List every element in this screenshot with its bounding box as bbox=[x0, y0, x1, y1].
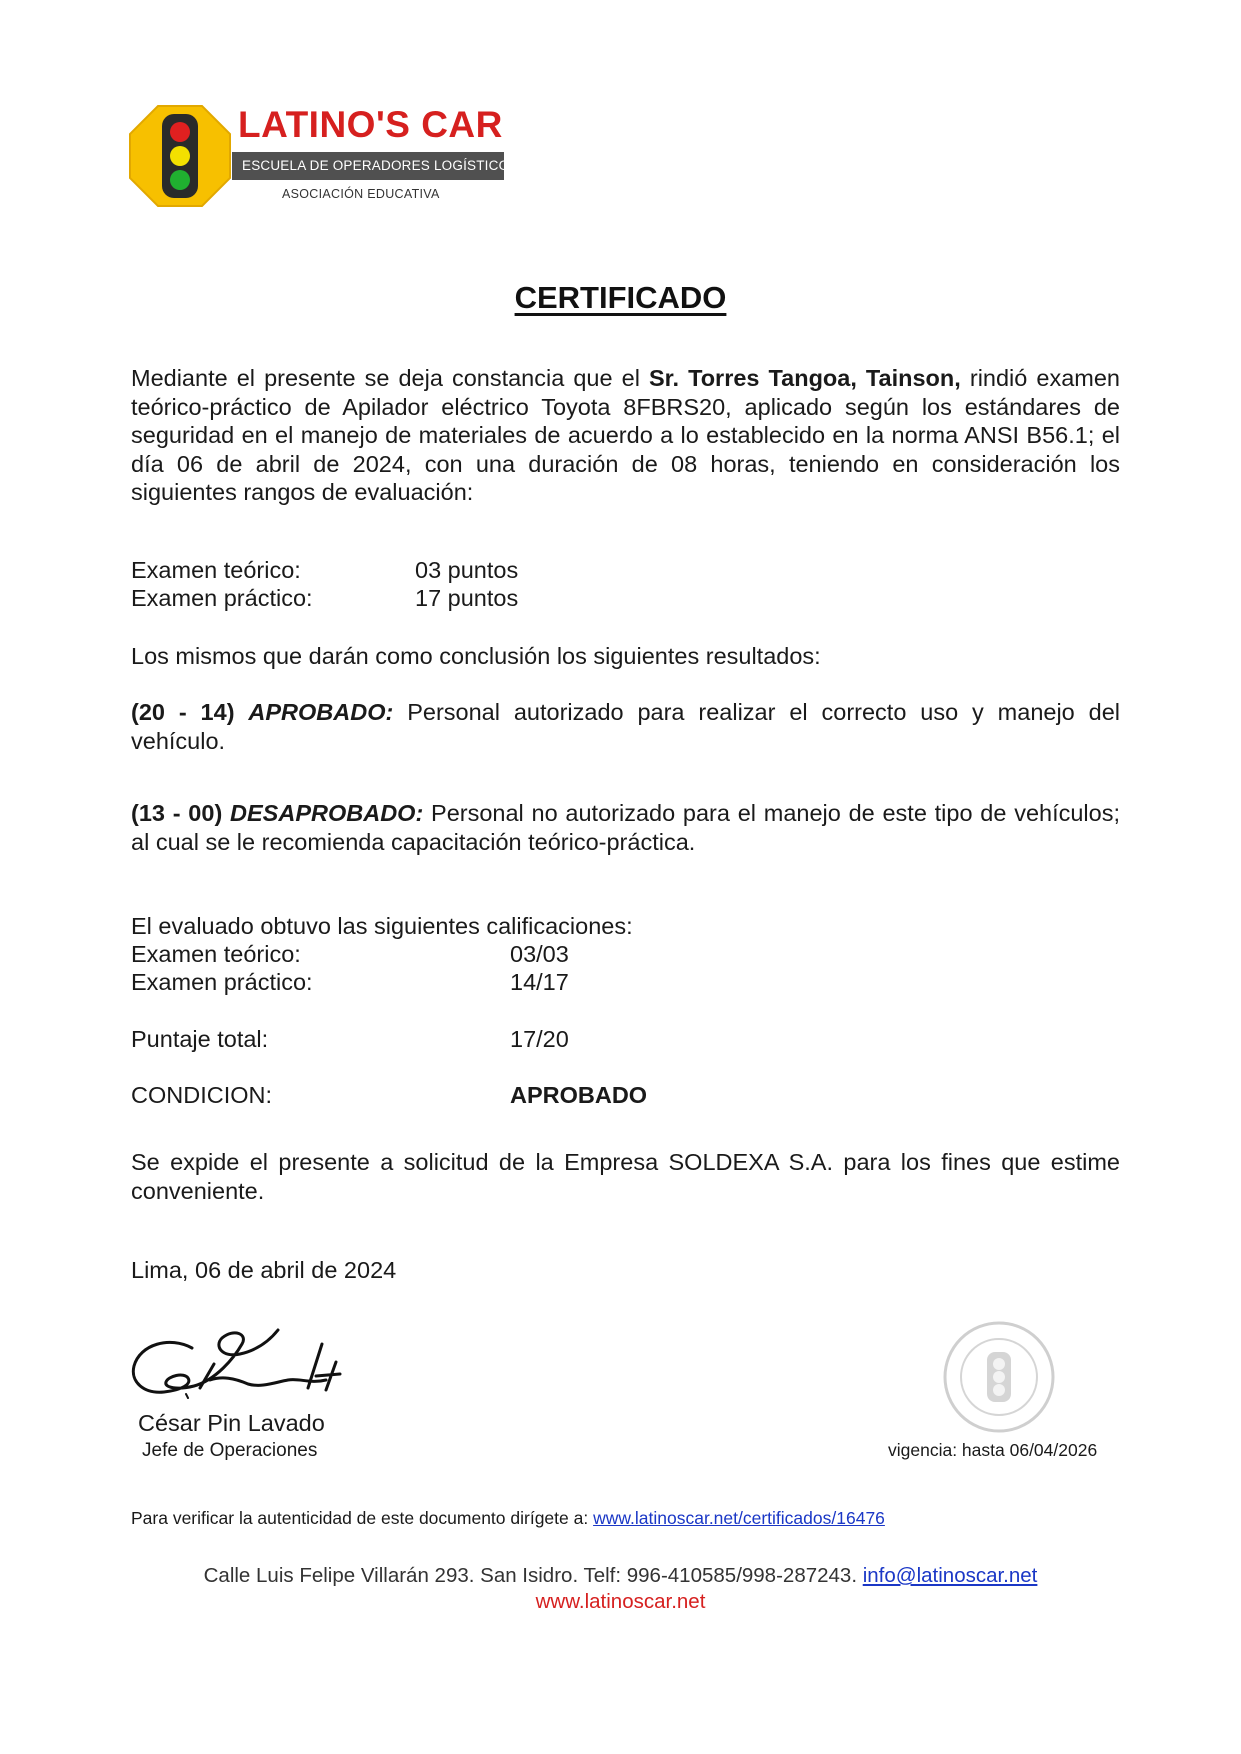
verify-line bbox=[131, 1508, 885, 1529]
grade-practice-label: Examen práctico: bbox=[131, 969, 313, 995]
total-label: Puntaje total: bbox=[131, 1026, 269, 1052]
place-date: Lima, 06 de abril de 2024 bbox=[131, 1257, 397, 1283]
results-intro: Los mismos que darán como conclusión los siguientes resultados: bbox=[131, 643, 821, 669]
verify-text: Para verificar la autenticidad de este documento dirígete a: bbox=[131, 1508, 594, 1528]
document-title: CERTIFICADO bbox=[514, 280, 727, 315]
range-theory-label: Examen teórico: bbox=[131, 557, 301, 583]
footer-address-line bbox=[0, 1564, 1241, 1588]
failed-range: (13 - 00) bbox=[131, 800, 231, 826]
failed-text: Personal no autorizado para el manejo de este tipo de vehículos; al cual se le recomienda capacitación teórico-práctica. bbox=[131, 800, 1121, 855]
verify-link[interactable]: www.latinoscar.net/certificados/16476 bbox=[593, 1508, 885, 1528]
issue-paragraph: Se expide el presente a solicitud de la Empresa SOLDEXA S.A. para los fines que estime conveniente. bbox=[131, 1149, 1120, 1204]
condition-label: CONDICION: bbox=[131, 1082, 272, 1108]
footer-address: Calle Luis Felipe Villarán 293. San Isidro. Telf: 996-410585/998-287243. bbox=[203, 1564, 863, 1587]
range-theory-value: 03 puntos bbox=[415, 557, 519, 583]
grade-theory-value: 03/03 bbox=[510, 941, 569, 967]
range-practice-label: Examen práctico: bbox=[131, 585, 313, 611]
grade-practice-value: 14/17 bbox=[510, 969, 569, 995]
signature-image bbox=[130, 1318, 350, 1410]
intro-text-end: rindió examen teórico-práctico de Apilador eléctrico Toyota 8FBRS20, aplicado según los estándares de seguridad en el manejo de materiales de acuerdo a lo establecido en la norma ANSI B56.1; el día 06 de abril de 2024, con una duración de 08 horas, teniendo en consideración los siguientes rangos de evaluación: bbox=[131, 365, 1121, 505]
approved-range: (20 - 14) bbox=[131, 699, 249, 725]
total-value: 17/20 bbox=[510, 1026, 569, 1052]
failed-paragraph bbox=[131, 799, 1120, 856]
range-practice-value: 17 puntos bbox=[415, 585, 519, 611]
logo-association: ASOCIACIÓN EDUCATIVA bbox=[282, 187, 440, 201]
intro-text-start: Mediante el presente se deja constancia que el bbox=[131, 365, 649, 391]
failed-label: DESAPROBADO: bbox=[230, 800, 424, 826]
logo-brand-text: LATINO'S CAR bbox=[238, 104, 503, 145]
company-seal-icon bbox=[940, 1318, 1058, 1436]
footer-email-link[interactable]: info@latinoscar.net bbox=[862, 1564, 1038, 1587]
signer-name: César Pin Lavado bbox=[138, 1410, 325, 1436]
logo-tagline: ESCUELA DE OPERADORES LOGÍSTICOS bbox=[232, 152, 504, 180]
condition-value: APROBADO bbox=[510, 1082, 648, 1108]
grades-intro: El evaluado obtuvo las siguientes calificaciones: bbox=[131, 913, 633, 939]
candidate-name: Sr. Torres Tangoa, Tainson, bbox=[648, 365, 961, 391]
company-logo bbox=[128, 104, 519, 216]
traffic-light-icon bbox=[128, 104, 232, 208]
approved-label: APROBADO: bbox=[248, 699, 394, 725]
validity-date: vigencia: hasta 06/04/2026 bbox=[888, 1440, 1098, 1460]
grade-theory-label: Examen teórico: bbox=[131, 941, 301, 967]
intro-paragraph bbox=[131, 364, 1120, 507]
signer-role: Jefe de Operaciones bbox=[142, 1440, 318, 1461]
approved-text: Personal autorizado para realizar el correcto uso y manejo del vehículo. bbox=[131, 699, 1120, 754]
approved-paragraph bbox=[131, 698, 1120, 755]
footer-website[interactable]: www.latinoscar.net bbox=[535, 1590, 706, 1613]
